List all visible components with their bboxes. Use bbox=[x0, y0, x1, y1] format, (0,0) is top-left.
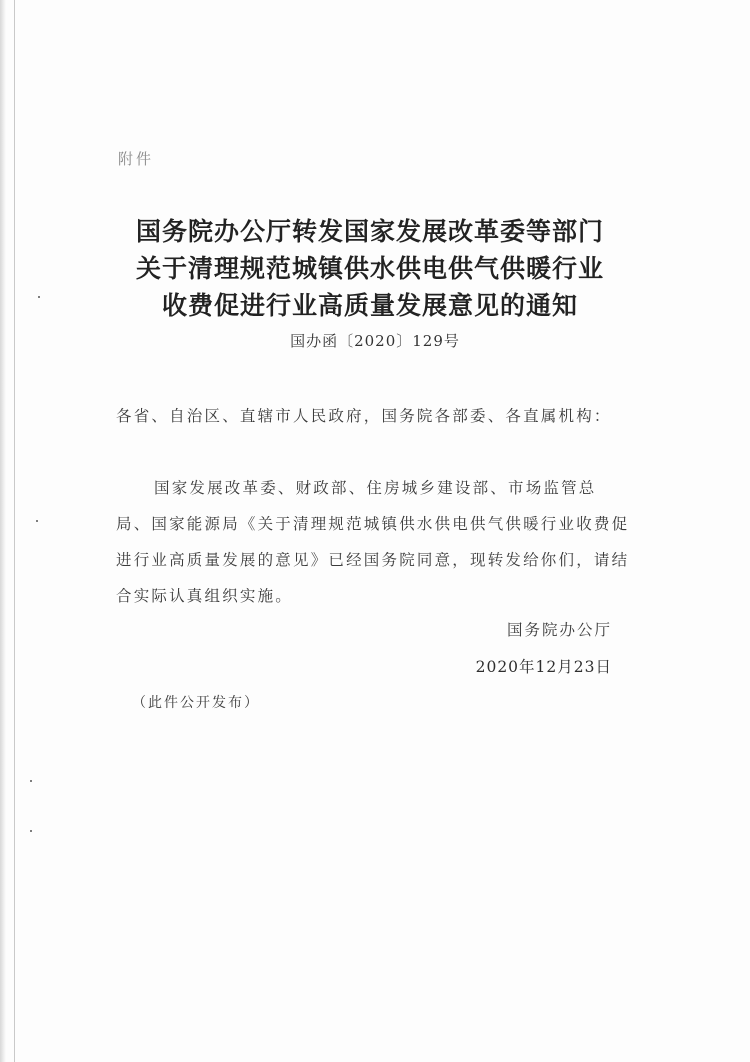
document-title bbox=[100, 213, 640, 324]
issuer-signature: 国务院办公厅 bbox=[506, 621, 612, 639]
scan-speck bbox=[30, 780, 32, 782]
scan-left-shadow bbox=[0, 0, 6, 1062]
body-paragraph: 国家发展改革委、财政部、住房城乡建设部、市场监管总局、国家能源局《关于清理规范城镇供水供电供气供暖行业收费促进行业高质量发展的意见》已经国务院同意，现转发给你们，请结合实际认真组织实施。 bbox=[116, 479, 630, 605]
scan-left-edge bbox=[14, 0, 15, 1062]
attachment-label: 附件 bbox=[118, 150, 155, 168]
document-number: 国办函〔2020〕129号 bbox=[290, 332, 460, 350]
scan-speck bbox=[30, 830, 32, 832]
title-line: 国务院办公厅转发国家发展改革委等部门 bbox=[135, 217, 604, 246]
addressee: 各省、自治区、直辖市人民政府，国务院各部委、各直属机构： bbox=[116, 407, 612, 425]
issue-date: 2020年12月23日 bbox=[475, 658, 612, 676]
scan-speck bbox=[36, 520, 38, 522]
title-line: 收费促进行业高质量发展意见的通知 bbox=[161, 291, 578, 320]
scan-speck bbox=[38, 296, 40, 298]
title-line: 关于清理规范城镇供水供电供气供暖行业 bbox=[135, 254, 604, 283]
publication-note: （此件公开发布） bbox=[132, 695, 260, 711]
